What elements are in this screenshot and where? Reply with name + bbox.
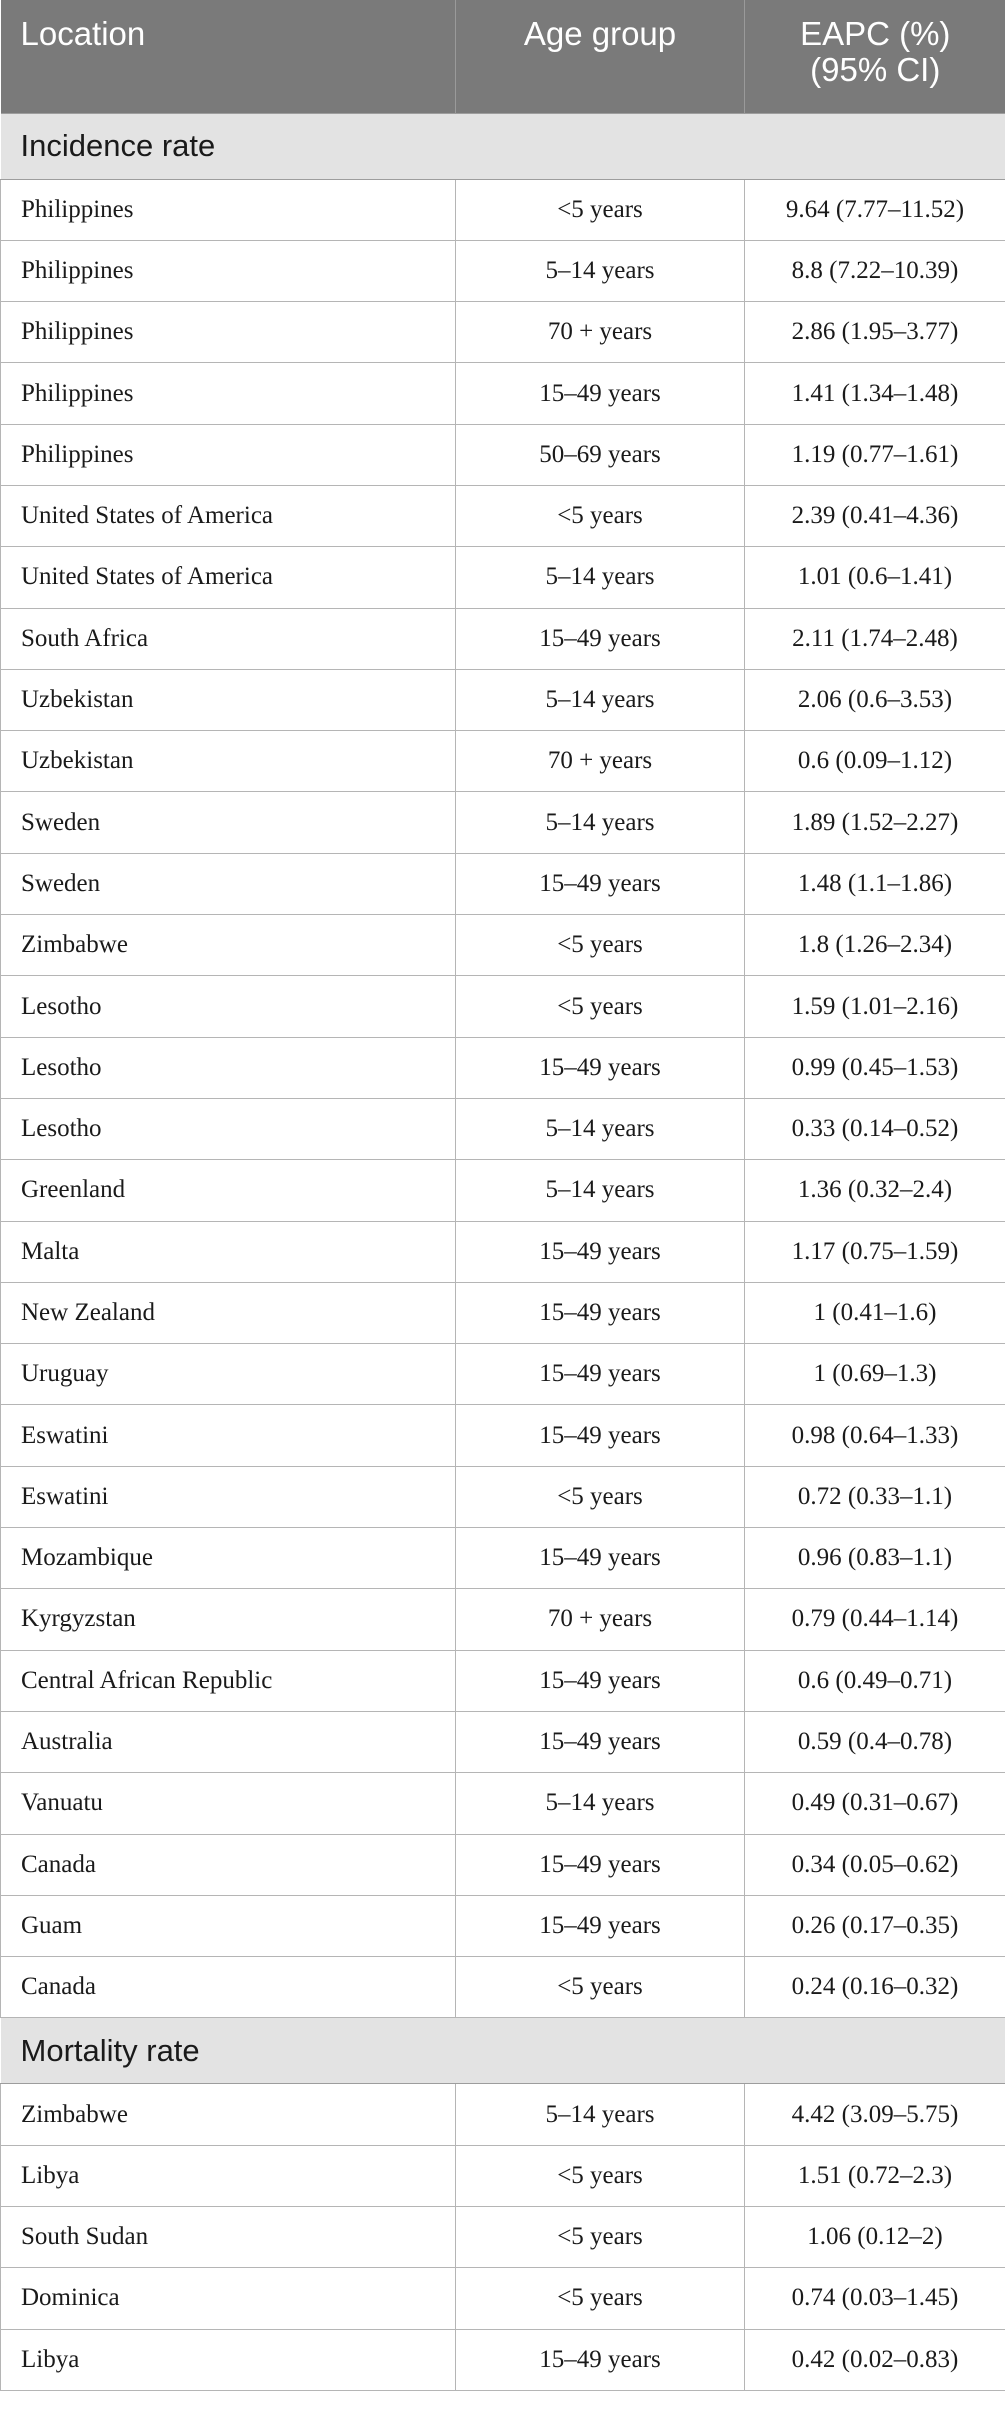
- section-title: Incidence rate: [1, 113, 1005, 179]
- cell-eapc: 0.42 (0.02–0.83): [745, 2329, 1005, 2390]
- cell-eapc: 1.51 (0.72–2.3): [745, 2145, 1005, 2206]
- cell-location: Sweden: [1, 853, 456, 914]
- cell-age-group: 5–14 years: [456, 792, 745, 853]
- cell-eapc: 0.59 (0.4–0.78): [745, 1711, 1005, 1772]
- cell-age-group: 5–14 years: [456, 1098, 745, 1159]
- cell-eapc: 0.49 (0.31–0.67): [745, 1773, 1005, 1834]
- cell-eapc: 1 (0.41–1.6): [745, 1282, 1005, 1343]
- table-row: [1, 1711, 1005, 1772]
- cell-age-group: 15–49 years: [456, 363, 745, 424]
- table-row: [1, 853, 1005, 914]
- cell-eapc: 4.42 (3.09–5.75): [745, 2084, 1005, 2145]
- table-row: [1, 915, 1005, 976]
- cell-location: Zimbabwe: [1, 915, 456, 976]
- cell-eapc: 1.89 (1.52–2.27): [745, 792, 1005, 853]
- table-row: [1, 669, 1005, 730]
- cell-age-group: 70 + years: [456, 731, 745, 792]
- cell-age-group: <5 years: [456, 1466, 745, 1527]
- cell-eapc: 0.99 (0.45–1.53): [745, 1037, 1005, 1098]
- header-eapc: [745, 0, 1005, 113]
- cell-eapc: 8.8 (7.22–10.39): [745, 240, 1005, 301]
- cell-age-group: 15–49 years: [456, 1405, 745, 1466]
- table-row: [1, 302, 1005, 363]
- cell-eapc: 1.01 (0.6–1.41): [745, 547, 1005, 608]
- cell-age-group: 15–49 years: [456, 853, 745, 914]
- table-header: [1, 0, 1005, 113]
- cell-location: Guam: [1, 1895, 456, 1956]
- table-row: [1, 1589, 1005, 1650]
- cell-eapc: 2.86 (1.95–3.77): [745, 302, 1005, 363]
- cell-age-group: <5 years: [456, 485, 745, 546]
- header-eapc-line1: EAPC (%): [800, 15, 951, 52]
- cell-age-group: 5–14 years: [456, 547, 745, 608]
- table-row: [1, 1957, 1005, 2018]
- cell-location: Vanuatu: [1, 1773, 456, 1834]
- cell-age-group: <5 years: [456, 2268, 745, 2329]
- cell-location: United States of America: [1, 547, 456, 608]
- table-row: [1, 424, 1005, 485]
- cell-location: Zimbabwe: [1, 2084, 456, 2145]
- cell-age-group: 15–49 years: [456, 1650, 745, 1711]
- cell-age-group: 15–49 years: [456, 1037, 745, 1098]
- cell-age-group: 15–49 years: [456, 1282, 745, 1343]
- cell-location: New Zealand: [1, 1282, 456, 1343]
- table-row: [1, 792, 1005, 853]
- cell-eapc: 1.48 (1.1–1.86): [745, 853, 1005, 914]
- section-1: [1, 2018, 1005, 2084]
- section-header-row: [1, 113, 1005, 179]
- table-row: [1, 1895, 1005, 1956]
- cell-age-group: 15–49 years: [456, 1221, 745, 1282]
- cell-location: Greenland: [1, 1160, 456, 1221]
- table-row: [1, 2145, 1005, 2206]
- cell-location: Philippines: [1, 363, 456, 424]
- cell-location: Philippines: [1, 424, 456, 485]
- table-row: [1, 1344, 1005, 1405]
- section-header-row: [1, 2018, 1005, 2084]
- cell-eapc: 1.41 (1.34–1.48): [745, 363, 1005, 424]
- cell-location: Kyrgyzstan: [1, 1589, 456, 1650]
- cell-location: Philippines: [1, 179, 456, 240]
- table-row: [1, 179, 1005, 240]
- cell-location: Libya: [1, 2145, 456, 2206]
- section-rows: [1, 2084, 1005, 2390]
- header-age-group: Age group: [456, 0, 745, 113]
- cell-location: Lesotho: [1, 1098, 456, 1159]
- header-eapc-line2: (95% CI): [810, 51, 941, 88]
- cell-location: Central African Republic: [1, 1650, 456, 1711]
- cell-age-group: <5 years: [456, 1957, 745, 2018]
- cell-eapc: 0.6 (0.09–1.12): [745, 731, 1005, 792]
- table-row: [1, 240, 1005, 301]
- cell-age-group: 15–49 years: [456, 2329, 745, 2390]
- cell-location: Canada: [1, 1957, 456, 2018]
- cell-eapc: 0.72 (0.33–1.1): [745, 1466, 1005, 1527]
- cell-age-group: 15–49 years: [456, 608, 745, 669]
- cell-age-group: <5 years: [456, 915, 745, 976]
- cell-location: Eswatini: [1, 1466, 456, 1527]
- cell-location: Philippines: [1, 240, 456, 301]
- cell-eapc: 0.34 (0.05–0.62): [745, 1834, 1005, 1895]
- cell-age-group: 70 + years: [456, 1589, 745, 1650]
- table-row: [1, 2329, 1005, 2390]
- cell-location: Dominica: [1, 2268, 456, 2329]
- cell-location: Australia: [1, 1711, 456, 1772]
- table-row: [1, 1466, 1005, 1527]
- table-row: [1, 1037, 1005, 1098]
- cell-eapc: 9.64 (7.77–11.52): [745, 179, 1005, 240]
- cell-eapc: 1.8 (1.26–2.34): [745, 915, 1005, 976]
- cell-location: Malta: [1, 1221, 456, 1282]
- table-row: [1, 2268, 1005, 2329]
- cell-age-group: 50–69 years: [456, 424, 745, 485]
- table-row: [1, 1405, 1005, 1466]
- section-title: Mortality rate: [1, 2018, 1005, 2084]
- table-row: [1, 1221, 1005, 1282]
- table-row: [1, 2207, 1005, 2268]
- cell-eapc: 0.26 (0.17–0.35): [745, 1895, 1005, 1956]
- cell-eapc: 1.06 (0.12–2): [745, 2207, 1005, 2268]
- table-row: [1, 1650, 1005, 1711]
- cell-age-group: 15–49 years: [456, 1528, 745, 1589]
- cell-age-group: 70 + years: [456, 302, 745, 363]
- cell-location: Libya: [1, 2329, 456, 2390]
- header-location: Location: [1, 0, 456, 113]
- table-row: [1, 2084, 1005, 2145]
- cell-location: South Africa: [1, 608, 456, 669]
- cell-location: Philippines: [1, 302, 456, 363]
- cell-eapc: 0.24 (0.16–0.32): [745, 1957, 1005, 2018]
- table-row: [1, 1834, 1005, 1895]
- cell-age-group: 15–49 years: [456, 1344, 745, 1405]
- cell-location: Lesotho: [1, 976, 456, 1037]
- cell-location: Lesotho: [1, 1037, 456, 1098]
- cell-eapc: 0.74 (0.03–1.45): [745, 2268, 1005, 2329]
- cell-eapc: 0.33 (0.14–0.52): [745, 1098, 1005, 1159]
- cell-age-group: 5–14 years: [456, 240, 745, 301]
- table-row: [1, 1528, 1005, 1589]
- cell-eapc: 0.79 (0.44–1.14): [745, 1589, 1005, 1650]
- table-row: [1, 731, 1005, 792]
- cell-location: Sweden: [1, 792, 456, 853]
- cell-location: South Sudan: [1, 2207, 456, 2268]
- table-row: [1, 976, 1005, 1037]
- cell-age-group: <5 years: [456, 2207, 745, 2268]
- cell-location: Mozambique: [1, 1528, 456, 1589]
- table-row: [1, 1282, 1005, 1343]
- table-row: [1, 1160, 1005, 1221]
- cell-location: Canada: [1, 1834, 456, 1895]
- cell-age-group: 15–49 years: [456, 1711, 745, 1772]
- cell-age-group: <5 years: [456, 179, 745, 240]
- cell-eapc: 1 (0.69–1.3): [745, 1344, 1005, 1405]
- table-row: [1, 485, 1005, 546]
- cell-eapc: 2.06 (0.6–3.53): [745, 669, 1005, 730]
- cell-location: United States of America: [1, 485, 456, 546]
- section-rows: [1, 179, 1005, 2018]
- cell-age-group: <5 years: [456, 2145, 745, 2206]
- cell-age-group: 15–49 years: [456, 1834, 745, 1895]
- cell-location: Eswatini: [1, 1405, 456, 1466]
- cell-eapc: 1.19 (0.77–1.61): [745, 424, 1005, 485]
- cell-age-group: 15–49 years: [456, 1895, 745, 1956]
- cell-eapc: 0.6 (0.49–0.71): [745, 1650, 1005, 1711]
- table-row: [1, 1098, 1005, 1159]
- table-row: [1, 547, 1005, 608]
- section-0: [1, 113, 1005, 179]
- cell-eapc: 1.59 (1.01–2.16): [745, 976, 1005, 1037]
- cell-eapc: 2.39 (0.41–4.36): [745, 485, 1005, 546]
- cell-eapc: 1.36 (0.32–2.4): [745, 1160, 1005, 1221]
- cell-eapc: 1.17 (0.75–1.59): [745, 1221, 1005, 1282]
- table-row: [1, 608, 1005, 669]
- cell-location: Uzbekistan: [1, 669, 456, 730]
- table-row: [1, 1773, 1005, 1834]
- table-row: [1, 363, 1005, 424]
- cell-age-group: 5–14 years: [456, 1773, 745, 1834]
- cell-eapc: 0.96 (0.83–1.1): [745, 1528, 1005, 1589]
- cell-age-group: 5–14 years: [456, 2084, 745, 2145]
- cell-age-group: 5–14 years: [456, 669, 745, 730]
- header-row: [1, 0, 1005, 113]
- cell-location: Uruguay: [1, 1344, 456, 1405]
- cell-eapc: 0.98 (0.64–1.33): [745, 1405, 1005, 1466]
- cell-age-group: <5 years: [456, 976, 745, 1037]
- cell-eapc: 2.11 (1.74–2.48): [745, 608, 1005, 669]
- cell-location: Uzbekistan: [1, 731, 456, 792]
- cell-age-group: 5–14 years: [456, 1160, 745, 1221]
